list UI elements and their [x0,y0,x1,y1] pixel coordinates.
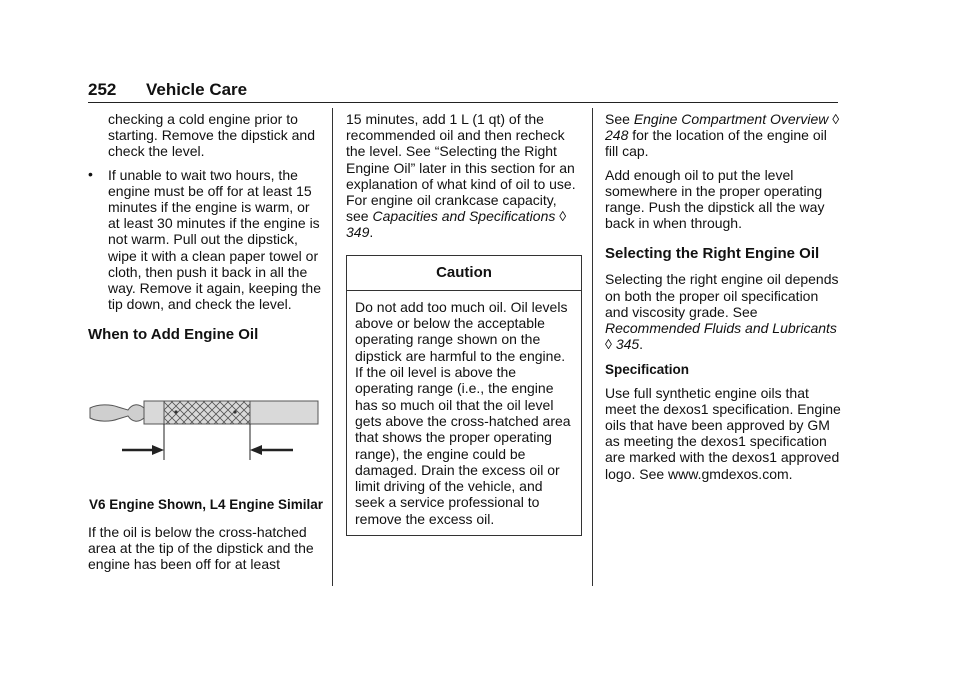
column-divider-left [332,108,333,586]
header-rule [88,102,838,103]
heading-when-to-add-oil: When to Add Engine Oil [88,326,259,344]
specification-heading: Specification [605,362,690,378]
page-ref-arrow-icon: ◊ [832,111,840,127]
caution-box [346,255,582,536]
heading-selecting-right-oil: Selecting the Right Engine Oil [605,245,820,263]
reference-capacities-page[interactable]: 349 [346,224,370,241]
see-text: See [605,111,634,127]
column-divider-right [592,108,593,586]
page-header [88,80,838,104]
page-ref-arrow-icon: ◊ [559,208,567,225]
reference-engine-compartment-page[interactable]: 248 [605,127,629,144]
paragraph-oil-below: If the oil is below the cross-hatched area at the tip of the dipstick and the engine has been off for at least [88,523,314,573]
page-number: 252 [88,80,117,99]
reference-fluids-page[interactable]: 345 [615,336,640,353]
paragraph-add-oil: 15 minutes, add 1 L (1 qt) of the recommended oil and then recheck the level. See “Selecting the Right Engine Oil” later in this section for an explanation of what kind of oil to use. For engine oil crankcase capacity, see Capacities and Specifications ◊ 349. [346,111,576,241]
caution-title: Caution [347,256,581,291]
caution-text: Do not add too much oil. Oil levels above or below the acceptable operating range shown on the dipstick are harmful to the engine. If the oil level is above the operating range (i.e., the engine has so much oil that the oil level gets above the cross-hatched area that shows the proper operating range), the engine could be damaged. Drain the excess oil or limit driving of the vehicle, and seek a service professional to remove the excess oil. [355,298,571,527]
bullet-text: If unable to wait two hours, the engine must be off for at least 15 minutes if the engine is warm, or at least 30 minutes if the engine is not warm. Pull out the dipstick, wipe it with a clean paper towel or cloth, then push it back in all the way. Remove it again, keeping the tip down, and check the level. [108,166,321,313]
dipstick-figure [88,390,320,490]
reference-engine-compartment-link[interactable]: Engine Compartment Overview [633,111,829,127]
column-1 [88,111,324,580]
bullet-item [88,167,324,313]
figure-caption: V6 Engine Shown, L4 Engine Similar [88,497,324,513]
paragraph-engine-compartment [605,111,841,160]
paragraph-selecting-oil-text: Selecting the right engine oil depends on both the proper oil specification and viscosity grade. See [605,271,839,320]
continued-bullet-text: checking a cold engine prior to starting. Remove the dipstick and check the level. [108,111,315,160]
paragraph-selecting-oil: Selecting the right engine oil depends on both the proper oil specification and viscosity grade. See Recommended Fluids and Lubricants ◊ 345. [605,271,839,353]
reference-fluids-link[interactable]: Recommended Fluids and Lubricants [605,320,837,337]
section-title: Vehicle Care [146,80,248,99]
reference-capacities-link[interactable]: Capacities and Specifications [372,208,556,225]
dipstick-illustration-icon [88,390,320,490]
page-ref-arrow-icon: ◊ [605,336,612,353]
bullet-icon: • [88,165,93,182]
column-3 [605,111,841,489]
paragraph-add-oil-text: 15 minutes, add 1 L (1 qt) of the recommended oil and then recheck the level. See “Selecting the Right Engine Oil” later in this section for an explanation of what kind of oil to use. For engine oil crankcase capacity, see [346,111,576,225]
paragraph-specification: Use full synthetic engine oils that meet the dexos1 specification. Engine oils that have been approved by GM as meeting the dexos1 specification are marked with the dexos1 approved logo. See www.gmdexos.com. [605,384,841,482]
paragraph-fill-cap-text: for the location of the engine oil fill cap. [605,127,827,160]
paragraph-add-enough-oil: Add enough oil to put the level somewhere in the proper operating range. Push the dipstick all the way back in when through. [605,166,825,232]
column-2 [346,111,582,536]
